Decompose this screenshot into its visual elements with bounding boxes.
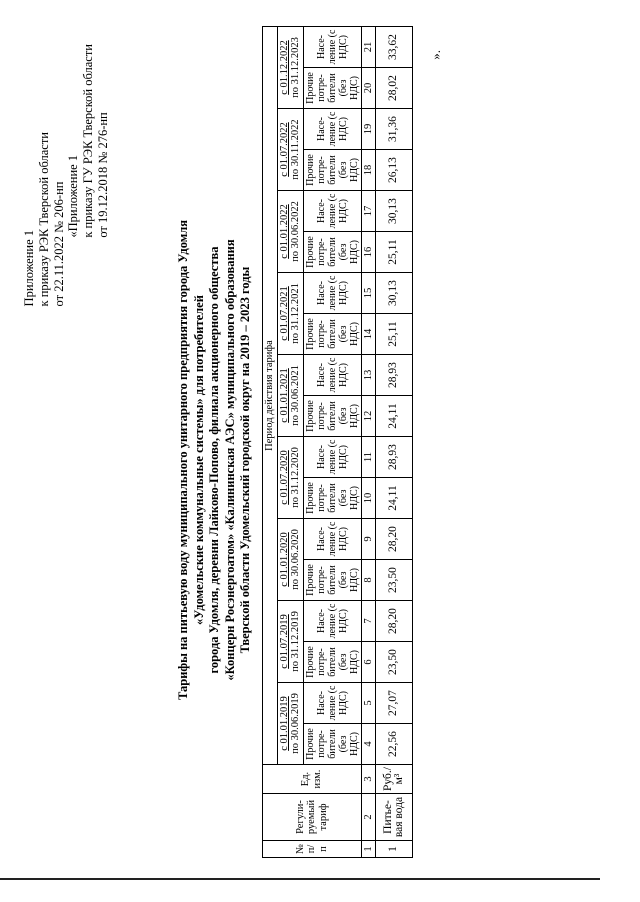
annex-title: «Приложение 1 xyxy=(66,154,80,238)
column-number: 20 xyxy=(361,68,376,109)
column-number: 9 xyxy=(361,519,376,560)
category-population: Насе-ление (с НДС) xyxy=(303,27,361,68)
annex-reference-old xyxy=(66,44,111,238)
closing-quote: ». xyxy=(428,50,443,60)
row-unit: Руб./м³ xyxy=(376,765,413,794)
tariff-value: 30,13 xyxy=(376,273,413,314)
period-header xyxy=(277,519,303,601)
tariff-table xyxy=(262,26,413,858)
column-number: 3 xyxy=(361,765,376,794)
title-line: Тверской области Удомельский городской округ на 2019 – 2023 годы xyxy=(238,266,252,654)
category-other-consumers: Прочие потре-бители (без НДС) xyxy=(303,642,361,683)
period-from: с 01.01.2021 xyxy=(278,368,290,423)
title-line: города Удомля, деревни Лайково-Попово, филиала акционерного общества xyxy=(207,246,221,674)
annex-order: к приказу ГУ РЭК Тверской области xyxy=(81,44,95,238)
tariff-value: 28,93 xyxy=(376,355,413,396)
column-number: 5 xyxy=(361,683,376,724)
period-to: по 31.12.2021 xyxy=(290,283,301,344)
column-number: 13 xyxy=(361,355,376,396)
column-number: 11 xyxy=(361,437,376,478)
period-to: по 31.12.2023 xyxy=(290,37,301,98)
period-from: с 01.01.2020 xyxy=(278,532,290,587)
category-other-consumers: Прочие потре-бители (без НДС) xyxy=(303,150,361,191)
period-header xyxy=(277,355,303,437)
annex-reference-new xyxy=(22,132,67,306)
annex-date: от 22.11.2022 № 206-нп xyxy=(52,181,66,307)
column-number: 2 xyxy=(361,794,376,841)
tariff-value: 31,36 xyxy=(376,109,413,150)
period-to: по 30.06.2020 xyxy=(290,529,301,590)
column-number: 17 xyxy=(361,191,376,232)
tariff-value: 28,93 xyxy=(376,437,413,478)
column-number: 7 xyxy=(361,601,376,642)
tariff-value: 27,07 xyxy=(376,683,413,724)
period-from: с 01.07.2020 xyxy=(278,450,290,505)
category-population: Насе-ление (с НДС) xyxy=(303,109,361,150)
column-number: 21 xyxy=(361,27,376,68)
row-no: 1 xyxy=(376,841,413,858)
period-header xyxy=(277,109,303,191)
period-to: по 31.12.2019 xyxy=(290,611,301,672)
column-number: 15 xyxy=(361,273,376,314)
document-title xyxy=(176,90,254,830)
period-header xyxy=(277,601,303,683)
tariff-value: 28,02 xyxy=(376,68,413,109)
tariff-value: 30,13 xyxy=(376,191,413,232)
period-from: с 01.01.2019 xyxy=(278,696,290,751)
title-line: «Удомельские коммунальные системы» для потребителей xyxy=(191,295,206,625)
title-line: Тарифы на питьевую воду муниципального унитарного предприятия города Удомля xyxy=(176,220,190,700)
title-line: «Концерн Росэнергоатом» «Калининская АЭС» муниципального образования xyxy=(222,239,237,681)
row-name: Питье-вая вода xyxy=(376,794,413,841)
category-other-consumers: Прочие потре-бители (без НДС) xyxy=(303,68,361,109)
period-to: по 30.11.2022 xyxy=(290,119,301,180)
period-from: с 01.07.2021 xyxy=(278,286,290,341)
period-header xyxy=(277,437,303,519)
category-population: Насе-ление (с НДС) xyxy=(303,191,361,232)
period-header xyxy=(277,191,303,273)
tariff-value: 22,56 xyxy=(376,724,413,765)
tariff-value: 33,62 xyxy=(376,27,413,68)
period-from: с 01.01.2022 xyxy=(278,204,290,259)
tariff-value: 28,20 xyxy=(376,601,413,642)
tariff-value: 25,11 xyxy=(376,314,413,355)
column-number: 18 xyxy=(361,150,376,191)
column-number: 1 xyxy=(361,841,376,858)
category-other-consumers: Прочие потре-бители (без НДС) xyxy=(303,232,361,273)
column-number: 6 xyxy=(361,642,376,683)
column-number: 12 xyxy=(361,396,376,437)
category-population: Насе-ление (с НДС) xyxy=(303,437,361,478)
period-from: с 01.12.2022 xyxy=(278,40,290,95)
period-to: по 30.06.2022 xyxy=(290,201,301,262)
annex-date: от 19.12.2018 № 276-нп xyxy=(96,112,110,238)
category-other-consumers: Прочие потре-бители (без НДС) xyxy=(303,478,361,519)
period-header xyxy=(277,27,303,109)
category-other-consumers: Прочие потре-бители (без НДС) xyxy=(303,314,361,355)
category-population: Насе-ление (с НДС) xyxy=(303,601,361,642)
annex-title: Приложение 1 xyxy=(22,229,36,307)
header-no: № п/п xyxy=(263,841,362,858)
category-other-consumers: Прочие потре-бители (без НДС) xyxy=(303,560,361,601)
category-population: Насе-ление (с НДС) xyxy=(303,273,361,314)
header-unit: Ед. изм. xyxy=(263,765,362,794)
header-tariff: Регули-руемый тариф xyxy=(263,794,362,841)
period-to: по 31.12.2020 xyxy=(290,447,301,508)
period-from: с 01.07.2019 xyxy=(278,614,290,669)
header-period: Период действия тарифа xyxy=(263,27,278,765)
annex-order: к приказу РЭК Тверской области xyxy=(37,132,51,307)
tariff-value: 28,20 xyxy=(376,519,413,560)
category-population: Насе-ление (с НДС) xyxy=(303,683,361,724)
category-population: Насе-ление (с НДС) xyxy=(303,355,361,396)
tariff-value: 23,50 xyxy=(376,560,413,601)
category-other-consumers: Прочие потре-бители (без НДС) xyxy=(303,396,361,437)
tariff-value: 26,13 xyxy=(376,150,413,191)
column-number: 10 xyxy=(361,478,376,519)
column-number: 4 xyxy=(361,724,376,765)
period-header xyxy=(277,683,303,765)
column-number: 8 xyxy=(361,560,376,601)
column-number: 16 xyxy=(361,232,376,273)
period-to: по 30.06.2021 xyxy=(290,365,301,426)
category-population: Насе-ление (с НДС) xyxy=(303,519,361,560)
rotated-page xyxy=(8,20,608,880)
tariff-value: 24,11 xyxy=(376,396,413,437)
tariff-value: 24,11 xyxy=(376,478,413,519)
tariff-value: 25,11 xyxy=(376,232,413,273)
page-edge-rule xyxy=(0,878,600,880)
period-header xyxy=(277,273,303,355)
category-other-consumers: Прочие потре-бители (без НДС) xyxy=(303,724,361,765)
period-from: с 01.07.2022 xyxy=(278,122,290,177)
column-number: 19 xyxy=(361,109,376,150)
period-to: по 30.06.2019 xyxy=(290,693,301,754)
tariff-value: 23,50 xyxy=(376,642,413,683)
column-number: 14 xyxy=(361,314,376,355)
